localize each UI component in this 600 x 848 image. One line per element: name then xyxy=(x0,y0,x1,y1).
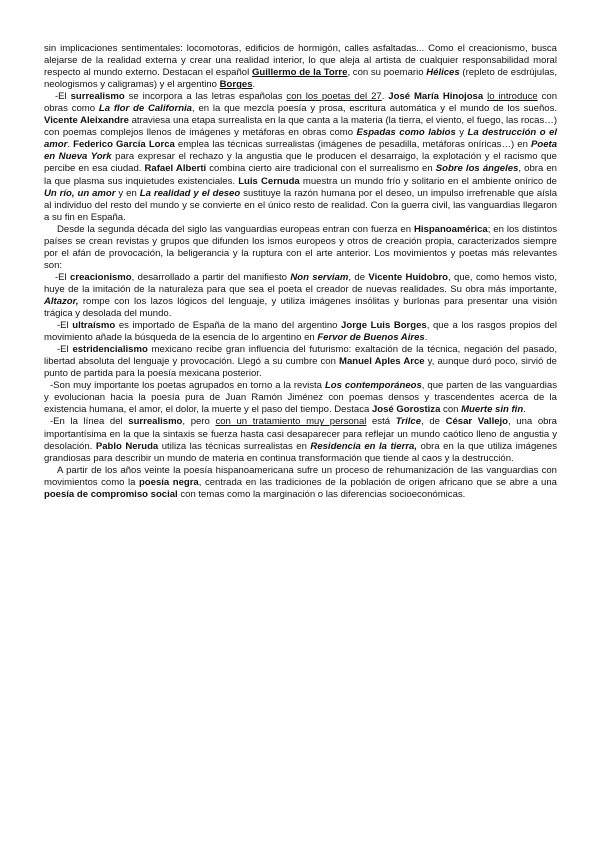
text: , que a los rasgos propios del movimiento añade la búsqueda de la esencia de lo argentino en xyxy=(44,320,557,344)
text: A partir de los años veinte la poesía hispanoamericana sufre un proceso de rehumanización de las vanguardias con movimientos como la xyxy=(44,464,557,488)
paragraph-hispanoamerica-intro xyxy=(44,224,557,272)
text: es importado de España de la mano del argentino xyxy=(115,320,342,332)
movement-name: poesía negra xyxy=(138,476,199,488)
text: , desarrollado a partir del manifiesto xyxy=(131,271,291,283)
paragraph-ultraismo xyxy=(44,320,557,344)
movement-name: estridencialismo xyxy=(72,344,148,356)
text: con xyxy=(440,404,462,416)
underlined-text: con un tratamiento muy personal xyxy=(215,416,367,428)
underlined-text: lo introduce xyxy=(487,91,538,103)
text: , con su poemario xyxy=(347,67,427,79)
author-name: Manuel Aples Arce xyxy=(339,356,425,368)
text: , de xyxy=(421,416,446,428)
text: -Son muy importante los poetas agrupados en torno a la revista xyxy=(50,380,325,392)
text: se incorpora a las letras españolas xyxy=(124,91,287,103)
work-title: Muerte sin fin xyxy=(461,404,524,416)
text: está xyxy=(366,416,396,428)
paragraph-ultraismo-continuation xyxy=(44,43,557,91)
work-title: Residencia en la tierra, xyxy=(310,440,418,452)
text: sin implicaciones sentimentales: locomotoras, edificios de hormigón, calles asfaltadas... Como el creacionismo, busca alejarse de la realidad externa y crear una realidad interior, lo que aleja al artista de cualquier responsabilidad moral respecto al mundo externo. Destacan el español xyxy=(44,43,557,79)
author-name: Rafael Alberti xyxy=(144,163,207,175)
text: . xyxy=(252,79,256,91)
text: atraviesa una etapa surrealista en la que canta a la materia (la tierra, el viento, el fuego, las rocas…) con poemas complejos llenos de imágenes y metáforas en obras como xyxy=(44,115,557,139)
work-title: Hélices xyxy=(426,67,460,79)
paragraph-poesia-negra xyxy=(44,465,557,501)
author-name: César Vallejo xyxy=(445,416,509,428)
text: sustituye la razón humana por el deseo, un impulso irrefrenable que aísla al individuo del resto del mundo y se convierte en el único resto de realidad. Con la guerra civil, las vanguardias llegaron a su fin en España. xyxy=(44,187,558,223)
text: obra en la que utiliza imágenes grandiosas para describir un mundo de materia en continua transformación que tiende al caos y la destrucción. xyxy=(44,440,558,464)
text: muestra un mundo frío y solitario en el ambiente onírico de xyxy=(299,175,557,187)
author-name: Vicente Aleixandre xyxy=(44,115,129,127)
movement-name: poesía de compromiso social xyxy=(44,488,178,500)
text: rompe con los lazos lógicos del lenguaje, y utiliza imágenes insólitas y burlonas para presentar una visión trágica y desolada del mundo. xyxy=(44,295,557,320)
text: y, aunque duró poco, sirvió de punto de partida para la poesía mexicana posterior. xyxy=(44,356,557,380)
paragraph-estridencialismo xyxy=(44,344,557,380)
author-name: Luis Cernuda xyxy=(238,175,300,187)
text: -El xyxy=(57,344,73,356)
paragraph-contemporaneos xyxy=(44,380,557,416)
text: , obra en la que plasma sus inquietudes existenciales. xyxy=(44,163,557,187)
work-title: La flor de California xyxy=(98,103,192,115)
text: para expresar el rechazo y la angustia que le producen el desarraigo, la explotación y el racismo que percibe en esa ciudad. xyxy=(44,151,557,175)
text: Desde la segunda década del siglo las vanguardias europeas entran con fuerza en xyxy=(57,223,414,235)
author-name: Jorge Luis Borges xyxy=(341,320,427,332)
text: mexicano recibe gran influencia del futurismo: exaltación de la técnica, negación del pasado, libertad absoluta del lenguaje y provocación. Llegó a su cumbre con xyxy=(44,344,557,368)
work-title: Espadas como labios xyxy=(356,127,456,139)
text: -El xyxy=(55,91,71,103)
work-title: Altazor, xyxy=(44,295,79,307)
text: , una obra importantísima en la que la sintaxis se fuerza hasta casi desaparecer para reflejar un mundo caótico lleno de angustia y desolación. xyxy=(44,416,557,452)
text: y xyxy=(455,127,468,139)
paragraph-surrealismo-espana xyxy=(44,91,557,224)
text: , que parten de las vanguardias y evolucionan hacia la poesía pura de Juan Ramón Jiménez con poemas densos y trascendentes acerca de la existencia humana, el amor, el dolor, la muerte y el paso del tiempo. Destaca xyxy=(44,380,557,416)
text: , que, como hemos visto, huye de la imitación de la naturaleza para que sea el poeta el creador de nuevas realidades. Su obra más importante, xyxy=(44,271,557,295)
text: (repleto de esdrújulas, neologismos y caligramas) y el argentino xyxy=(44,67,557,91)
text: . xyxy=(67,139,74,151)
text: ; en los distintos países se crean revistas y grupos que difunden los ismos europeos y otros de creación propia, caracterizados siempre por el afán de provocación, la beligerancia y la ruptura con el arte anterior. Los movimientos y poetas más relevantes son: xyxy=(44,223,557,271)
author-name: Pablo Neruda xyxy=(95,440,159,452)
text: utiliza las técnicas surrealistas en xyxy=(158,440,311,452)
region-name: Hispanoamérica xyxy=(413,223,488,235)
work-title: La realidad y el deseo xyxy=(139,187,241,199)
work-title: Poeta en Nueva York xyxy=(44,139,557,163)
author-name: Guillermo de la Torre xyxy=(251,67,348,79)
text: combina cierto aire tradicional con el surrealismo en xyxy=(206,163,436,175)
text: . xyxy=(381,91,389,103)
text: con temas como la marginación o las diferencias socioeconómicas. xyxy=(177,488,466,500)
text: y en xyxy=(115,187,140,199)
paragraph-surrealismo-hispanoamerica xyxy=(44,416,557,464)
work-title: Los contemporáneos xyxy=(324,380,422,392)
text: con obras como xyxy=(44,91,558,115)
text: , pero xyxy=(182,416,216,428)
movement-name: creacionismo xyxy=(70,271,132,283)
movement-name: ultraísmo xyxy=(72,320,116,332)
text: , de xyxy=(348,271,369,283)
text: -El xyxy=(57,320,73,332)
author-name: Vicente Huidobro xyxy=(368,271,448,283)
movement-name: surrealismo xyxy=(128,416,183,428)
work-title: Un río, un amor xyxy=(44,187,116,199)
text: . xyxy=(424,332,428,344)
work-title: Sobre los ángeles xyxy=(435,163,519,175)
text: , en la que mezcla poesía y prosa, escritura automática y el mundo de los sueños. xyxy=(192,103,558,115)
text: -El xyxy=(55,271,71,283)
author-name: José Gorostiza xyxy=(371,404,441,416)
author-name: Federico García Lorca xyxy=(73,139,175,151)
text: emplea las técnicas surrealistas (imágenes de pesadilla, metáforas oníricas…) en xyxy=(174,139,531,151)
work-title: La destrucción o el amor xyxy=(44,127,557,151)
author-name: José María Hinojosa xyxy=(388,91,484,103)
underlined-text: con los poetas del 27 xyxy=(286,91,382,103)
text: . xyxy=(523,404,526,416)
text: -En la línea del xyxy=(50,416,129,428)
work-title: Fervor de Buenos Aires xyxy=(317,332,425,344)
author-name: Borges xyxy=(219,79,253,91)
movement-name: surrealismo xyxy=(70,91,125,103)
paragraph-creacionismo xyxy=(44,272,557,320)
work-title: Trilce xyxy=(395,416,422,428)
text: , centrada en las tradiciones de la población de origen africano que se abre a una xyxy=(198,476,557,488)
work-title: Non serviam xyxy=(290,271,349,283)
